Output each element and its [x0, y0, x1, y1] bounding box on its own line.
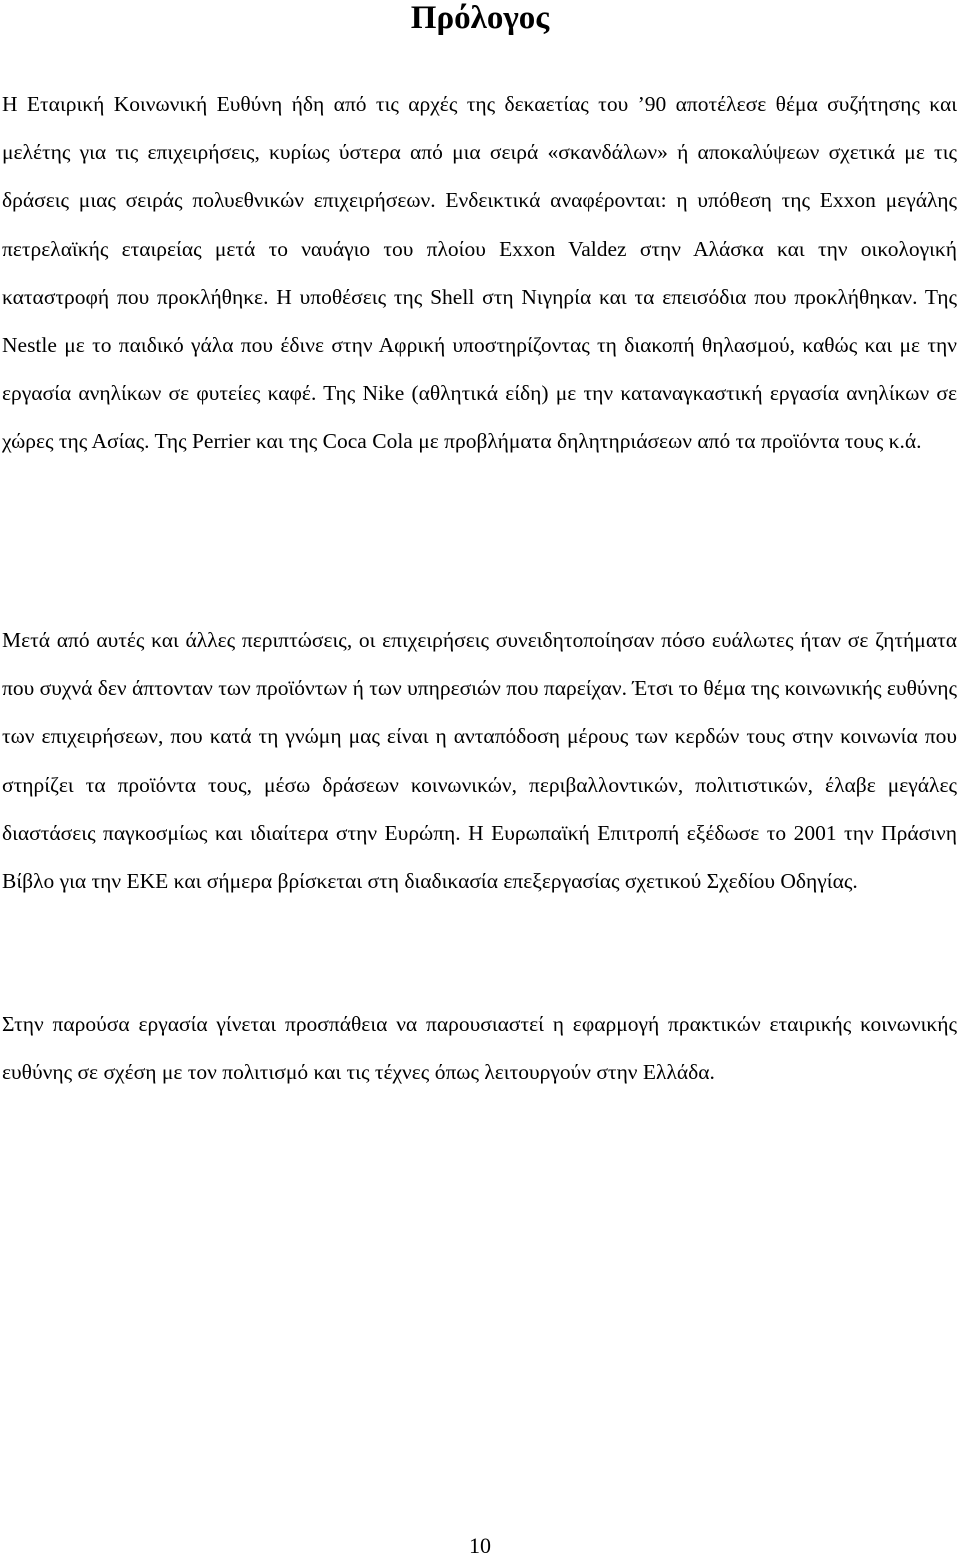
page-title: Πρόλογος [410, 0, 550, 36]
paragraph-1: Η Εταιρική Κοινωνική Ευθύνη ήδη από τις αρχές της δεκαετίας του ’90 αποτέλεσε θέμα συζήτησης και μελέτης για τις επιχειρήσεις, κυρίως ύστερα από μια σειρά «σκανδάλων» ή αποκαλύψεων σχετικά με τις δράσεις μιας σειράς πολυεθνικών επιχειρήσεων. Ενδεικτικά αναφέρονται: η υπόθεση της Exxon μεγάλης πετρελαϊκής εταιρείας μετά το ναυάγιο του πλοίου Exxon Valdez στην Αλάσκα και την οικολογική καταστροφή που προκλήθηκε. Η υποθέσεις της Shell στη Νιγηρία και τα επεισόδια που προκλήθηκαν. Της Nestle με το παιδικό γάλα που έδινε στην Αφρική υποστηρίζοντας τη διακοπή θηλασμού, καθώς και με την εργασία ανηλίκων σε φυτείες καφέ. Της Nike (αθλητικά είδη) με την καταναγκαστική εργασία ανηλίκων σε χώρες της Ασίας. Της Perrier και της Coca Cola με προβλήματα δηλητηριάσεων από τα προϊόντα τους κ.ά. [2, 92, 957, 454]
page-number: 10 [469, 1533, 491, 1558]
paragraph-2: Μετά από αυτές και άλλες περιπτώσεις, οι επιχειρήσεις συνειδητοποίησαν πόσο ευάλωτες ήταν σε ζητήματα που συχνά δεν άπτονταν των προϊόντων ή των υπηρεσιών που παρείχαν. Έτσι το θέμα της κοινωνικής ευθύνης των επιχειρήσεων, που κατά τη γνώμη μας είναι η ανταπόδοση μέρους των κερδών τους στην κοινωνία που στηρίζει τα προϊόντα τους, μέσω δράσεων κοινωνικών, περιβαλλοντικών, πολιτιστικών, έλαβε μεγάλες διαστάσεις παγκοσμίως και ιδιαίτερα στην Ευρώπη. Η Ευρωπαϊκή Επιτροπή εξέδωσε το 2001 την Πράσινη Βίβλο για την ΕΚΕ και σήμερα βρίσκεται στη διαδικασία επεξεργασίας σχετικού Σχεδίου Οδηγίας. [2, 628, 958, 894]
paragraph-3: Στην παρούσα εργασία γίνεται προσπάθεια να παρουσιαστεί η εφαρμογή πρακτικών εταιρικής κοινωνικής ευθύνης σε σχέση με τον πολιτισμό και τις τέχνες όπως λειτουργούν στην Ελλάδα. [2, 1012, 957, 1085]
